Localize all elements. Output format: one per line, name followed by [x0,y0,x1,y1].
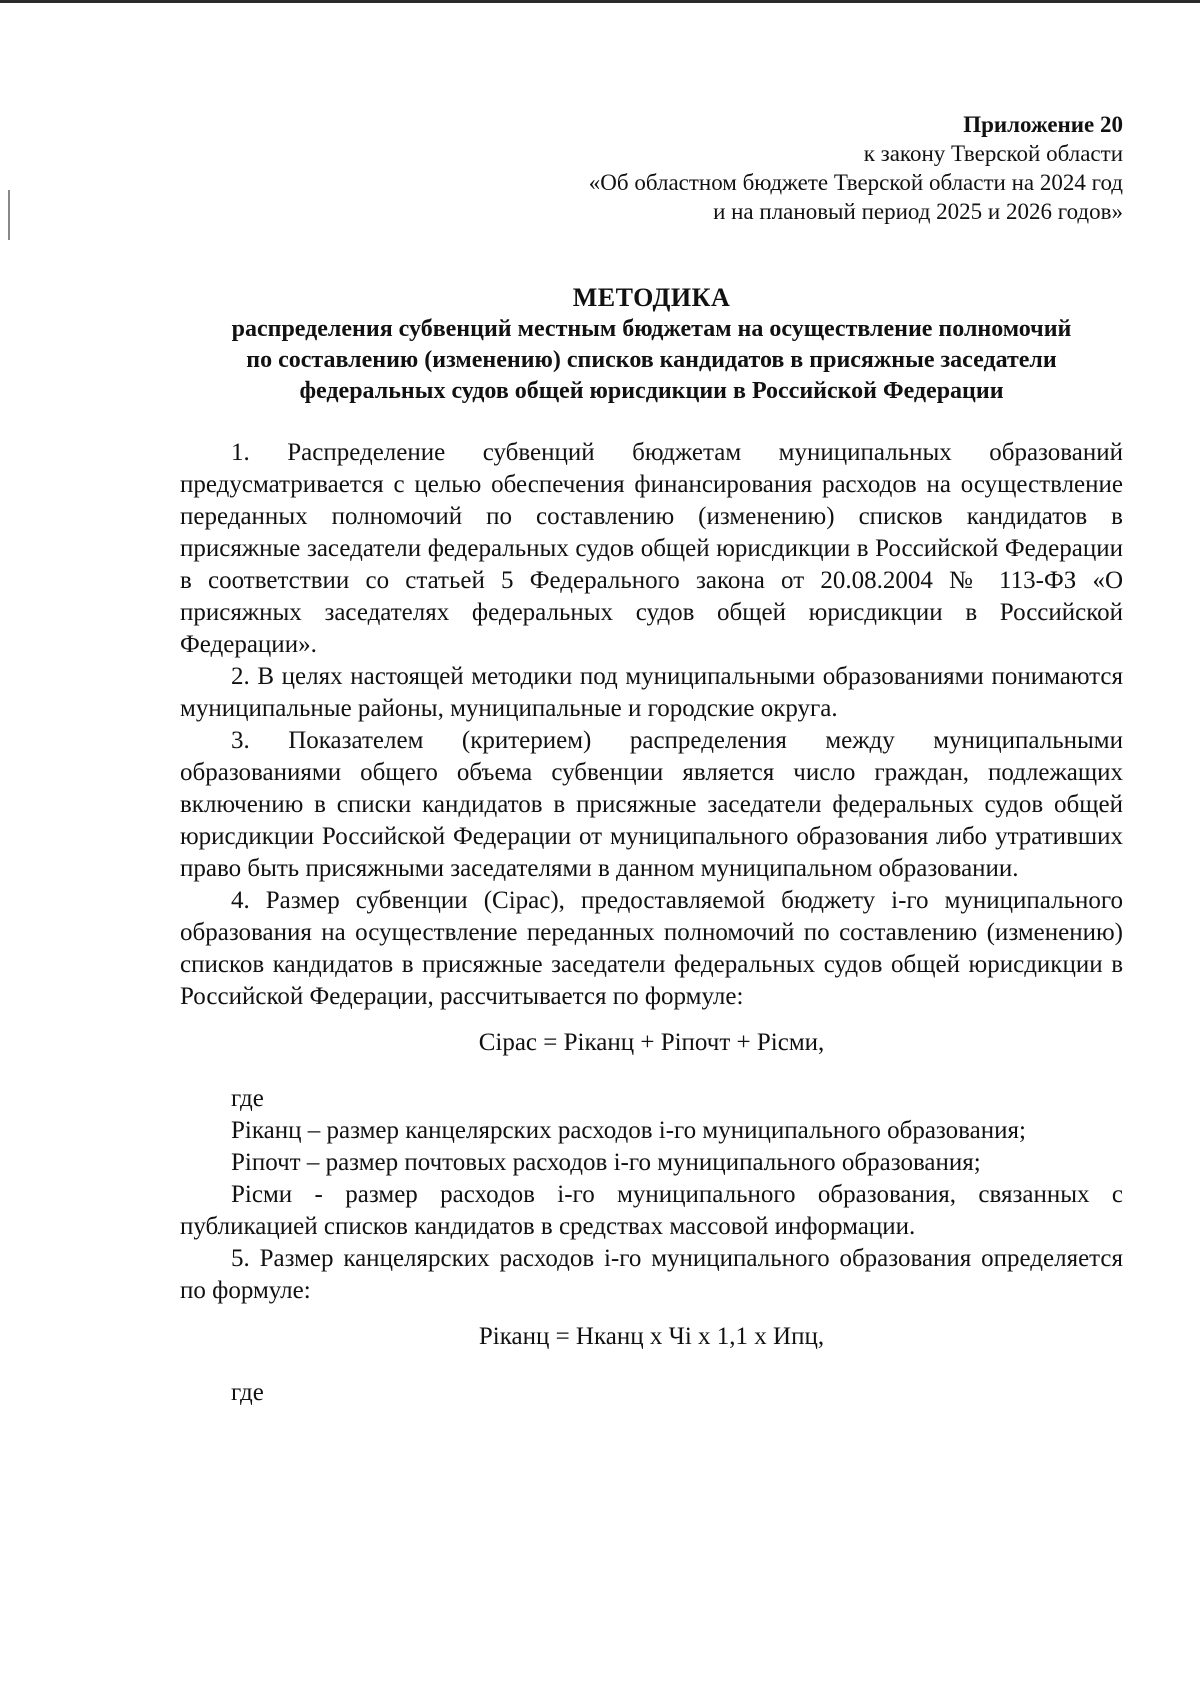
document-page [180,110,1123,1409]
definition-media-expenses: Рiсми - размер расходов i-го муниципального образования, связанных с публикацией списков кандидатов в средствах массовой информации. [180,1181,1123,1240]
document-body [180,437,1123,1409]
definition-office-expenses: Рiканц – размер канцелярских расходов i-го муниципального образования; [231,1117,1026,1144]
paragraph-2: 2. В целях настоящей методики под муниципальными образованиями понимаются муниципальные районы, муниципальные и городские округа. [180,663,1123,722]
appendix-line-1: к закону Тверской области [863,141,1123,166]
appendix-line-3: и на плановый период 2025 и 2026 годов» [713,199,1123,224]
appendix-title: Приложение 20 [963,112,1123,137]
scan-margin-mark [8,190,10,240]
where-label-2: где [231,1379,264,1406]
paragraph-3: 3. Показателем (критерием) распределения между муниципальными образованиями общего объема субвенции является число граждан, подлежащих включению в списки кандидатов в присяжные заседатели федеральных судов общей юрисдикции Российской Федерации от муниципального образования либо утративших право быть присяжными заседателями в данном муниципальном образовании. [180,727,1123,882]
top-border-line [0,0,1200,3]
formula-subvention: Сiрас = Рiканц + Рiпочт + Рiсми, [478,1029,825,1056]
document-title: МЕТОДИКА [572,283,731,312]
paragraph-1: 1. Распределение субвенций бюджетам муниципальных образований предусматривается с целью обеспечения финансирования расходов на осуществление переданных полномочий по составлению (изменению) списков кандидатов в присяжные заседатели федеральных судов общей юрисдикции в Российской Федерации в соответствии со статьей 5 Федерального закона от 20.08.2004 № 113-ФЗ «О присяжных заседателях федеральных судов общей юрисдикции в Российской Федерации». [180,439,1123,658]
definition-postal-expenses: Рiпочт – размер почтовых расходов i-го муниципального образования; [231,1149,981,1176]
appendix-header [180,110,1123,226]
formula-office-expenses: Рiканц = Нканц х Чi х 1,1 х Ипц, [478,1323,825,1350]
where-label-1: где [231,1085,264,1112]
document-subtitle: распределения субвенций местным бюджетам на осуществление полномочий по составлению (изменению) списков кандидатов в присяжные заседатели федеральных судов общей юрисдикции в Российской Федерации [231,316,1072,404]
paragraph-5: 5. Размер канцелярских расходов i-го муниципального образования определяется по формуле: [180,1245,1123,1304]
appendix-line-2: «Об областном бюджете Тверской области на 2024 год [588,170,1123,195]
paragraph-4: 4. Размер субвенции (Сiрас), предоставляемой бюджету i-го муниципального образования на осуществление переданных полномочий по составлению (изменению) списков кандидатов в присяжные заседатели федеральных судов общей юрисдикции в Российской Федерации, рассчитывается по формуле: [180,887,1123,1010]
